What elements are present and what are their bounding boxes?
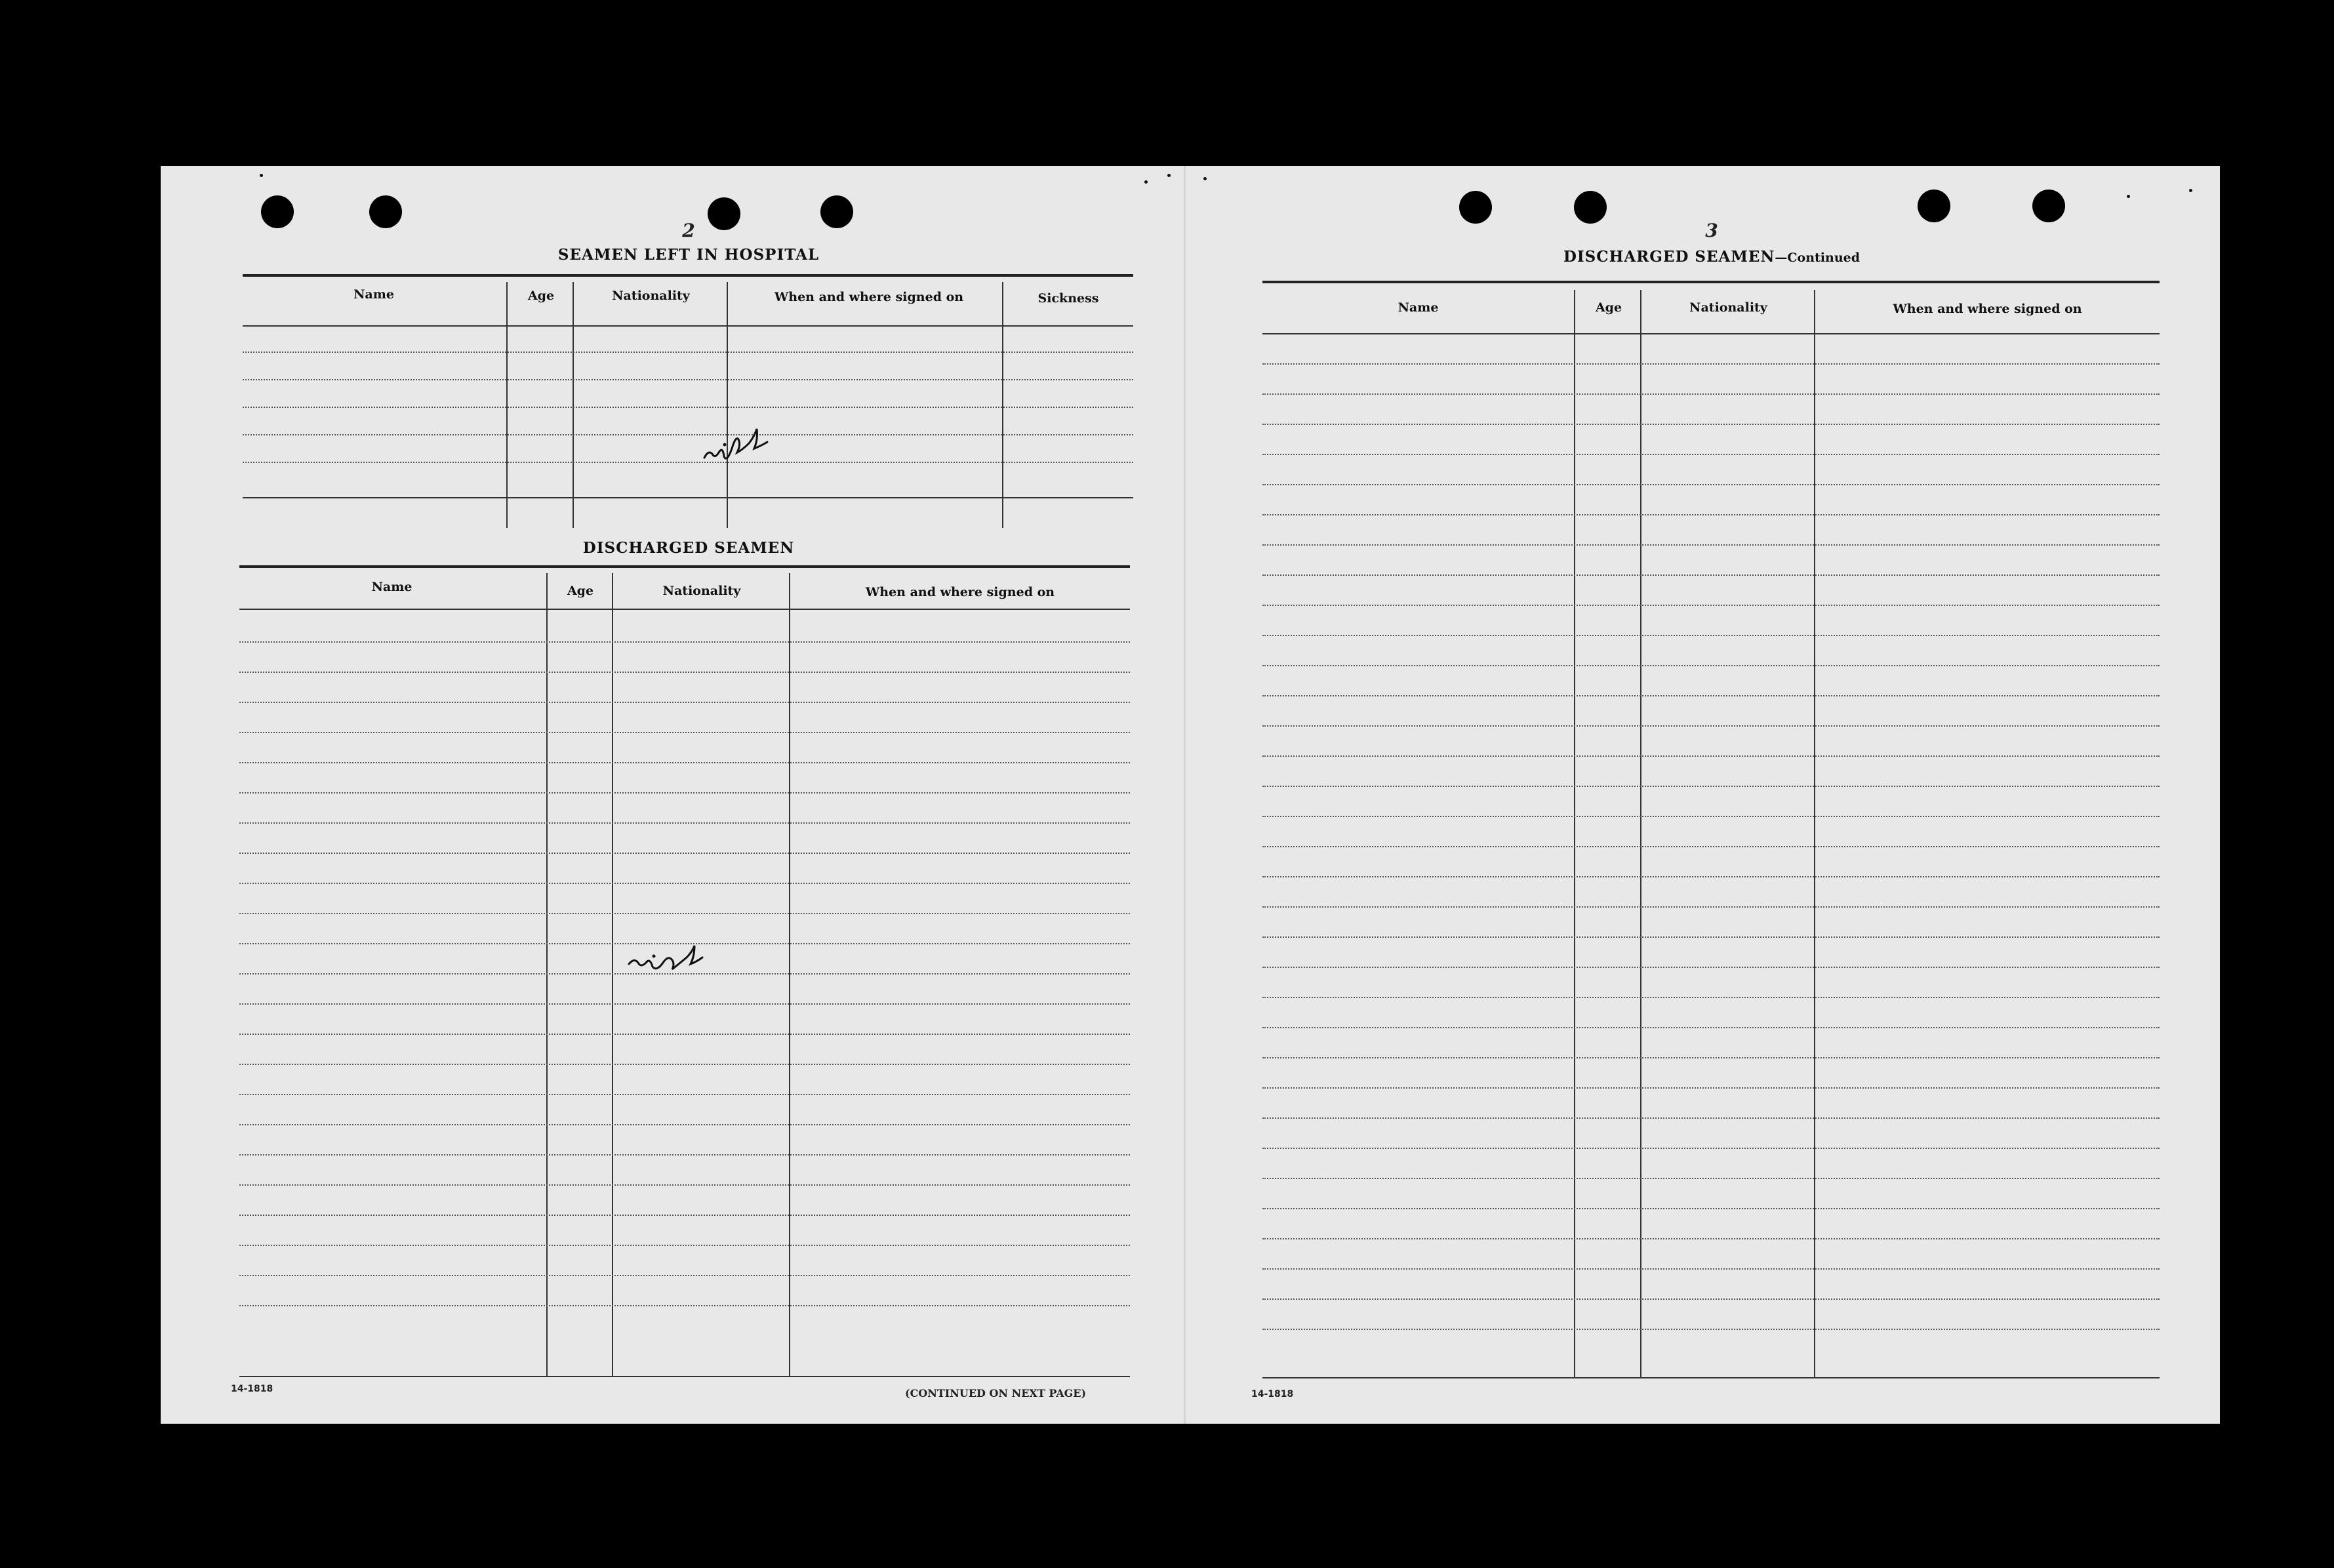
discharged-continued-title-suffix: —Continued	[1775, 251, 1861, 265]
col-header-nationality: Nationality	[662, 584, 741, 598]
punch-hole	[261, 195, 294, 228]
col-header-name: Name	[1398, 300, 1439, 315]
handwritten-nil-discharged	[626, 938, 705, 984]
col-header-sickness: Sickness	[1037, 291, 1099, 306]
punch-hole	[1918, 190, 1950, 222]
col-header-signed-on: When and where signed on	[865, 585, 1055, 599]
col-header-age: Age	[567, 584, 594, 598]
col-header-nationality: Nationality	[612, 289, 690, 303]
page-fold	[1184, 166, 1186, 1424]
speck	[260, 174, 263, 177]
continued-note: (CONTINUED ON NEXT PAGE)	[905, 1387, 1087, 1399]
punch-hole	[1574, 191, 1607, 224]
punch-hole	[369, 195, 402, 228]
punch-hole	[2032, 190, 2065, 222]
punch-hole	[820, 195, 853, 228]
discharged-continued-title-main: DISCHARGED SEAMEN	[1563, 248, 1775, 266]
col-header-signed-on: When and where signed on	[1893, 302, 2082, 316]
speck	[1167, 174, 1171, 177]
form-number-left: 14-1818	[231, 1384, 273, 1394]
col-header-name: Name	[353, 287, 394, 302]
col-header-nationality: Nationality	[1689, 300, 1767, 315]
punch-hole	[708, 197, 740, 230]
discharged-continued-title	[1495, 248, 1928, 266]
speck	[2127, 195, 2130, 198]
col-header-name: Name	[371, 580, 412, 594]
hospital-table	[243, 274, 1133, 527]
speck	[1144, 180, 1148, 184]
col-header-age: Age	[1595, 300, 1622, 315]
hospital-section-title: SEAMEN LEFT IN HOSPITAL	[557, 246, 820, 264]
form-number-right: 14-1818	[1251, 1389, 1294, 1399]
col-header-signed-on: When and where signed on	[774, 290, 964, 304]
page-number-left: 2	[682, 220, 695, 241]
discharged-section-title: DISCHARGED SEAMEN	[582, 539, 795, 557]
speck	[1203, 177, 1207, 180]
col-header-age: Age	[527, 289, 555, 303]
handwritten-nil-hospital	[702, 420, 774, 472]
speck	[2189, 189, 2192, 192]
page-number-right: 3	[1705, 220, 1718, 241]
discharged-table-right	[1262, 281, 2160, 1379]
punch-hole	[1459, 191, 1492, 224]
